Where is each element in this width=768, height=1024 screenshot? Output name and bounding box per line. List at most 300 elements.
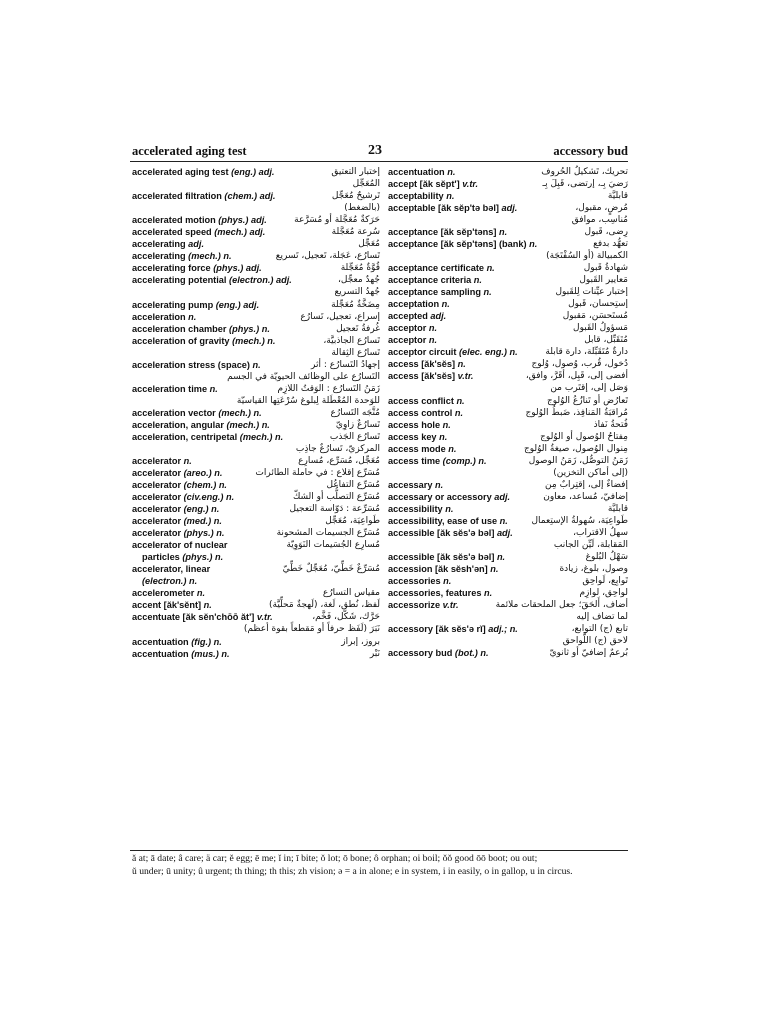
entry-term <box>388 599 459 611</box>
dictionary-entry <box>388 527 628 551</box>
dictionary-entry <box>388 322 628 334</box>
arabic-translation: أفضى إلى، قَبِل، أقَرَّ، وافق، <box>525 371 628 382</box>
arabic-translation: الكمبيالة (أو السُفْتَجَة) <box>546 251 628 262</box>
dictionary-entry <box>132 527 380 539</box>
arabic-translation: طَواعِيَة، سُهولةُ الإستِعمال <box>531 515 628 526</box>
arabic-translation: سهلُ الاقتراب، <box>573 527 628 538</box>
dictionary-entry <box>388 262 628 274</box>
entry-term <box>132 563 210 575</box>
term-text: accessories, features <box>388 588 482 599</box>
arabic-translation: مَعايير القَبول <box>579 275 628 286</box>
dictionary-entry <box>388 190 628 202</box>
arabic-translation: المركزيّ، تَسارُعٌ جاذِب <box>295 444 380 455</box>
part-of-speech: (eng.) n. <box>181 504 220 515</box>
term-text: accelerator <box>132 504 182 515</box>
part-of-speech: (phys.) n. <box>226 323 270 334</box>
arabic-translation: لاحق (ج) اللَّواحق <box>562 636 628 647</box>
dictionary-entry <box>388 370 628 394</box>
dictionary-entry <box>132 648 380 660</box>
page-header <box>130 140 628 160</box>
arabic-translation: سَهْلُ البُلوغ <box>585 552 628 563</box>
entry-term <box>132 262 262 274</box>
part-of-speech: n. <box>440 419 451 430</box>
arabic-translation: تابع (ج) التوابع، <box>571 624 628 635</box>
part-of-speech: (fig.) n. <box>188 636 222 647</box>
entry-term <box>388 178 478 190</box>
arabic-translation: زَمَنُ التوصُّل، زَمَنُ الوصول <box>528 455 628 466</box>
pronunciation-key <box>132 852 630 878</box>
arabic-translation: زَمَنُ التَسارُع : الوَقتُ اللازِم <box>277 384 380 395</box>
entry-term <box>132 648 230 660</box>
dictionary-entry <box>132 563 380 575</box>
term-text: accelerator, linear <box>132 564 211 575</box>
entry-term <box>388 395 465 407</box>
term-text: accessory bud <box>388 648 453 659</box>
term-text: acceleration stress (space) <box>132 359 250 370</box>
entry-term <box>132 226 265 238</box>
part-of-speech: n. <box>201 600 212 611</box>
term-text: access key <box>388 431 437 442</box>
term-text: accelerated motion <box>132 215 216 226</box>
term-text: accentuation <box>132 648 189 659</box>
term-text: accent [ăk'sĕnt] <box>132 600 202 611</box>
entry-term <box>132 311 196 323</box>
part-of-speech: adj. <box>494 527 513 538</box>
entry-term <box>132 335 275 347</box>
term-text: acceptor <box>388 323 427 334</box>
term-text: accelerating <box>132 239 186 250</box>
entry-term <box>388 190 454 202</box>
term-text: acceleration, centripetal <box>132 432 238 443</box>
term-text: accelerator <box>132 528 182 539</box>
arabic-translation: (بالضغط) <box>344 203 380 214</box>
term-text: accentuation <box>132 636 189 647</box>
term-text: accessorize <box>388 600 441 611</box>
entry-term <box>132 539 228 551</box>
entry-term <box>132 503 219 515</box>
part-of-speech: (areo.) n. <box>181 468 223 479</box>
entry-term <box>132 611 273 623</box>
arabic-translation: سُرعة مُعَجَّلة <box>331 227 380 238</box>
entry-term <box>388 407 463 419</box>
entry-term <box>388 455 487 467</box>
part-of-speech: n. <box>249 359 261 370</box>
term-text: accelerating potential <box>132 275 227 286</box>
header-rule <box>130 161 628 162</box>
part-of-speech: n. <box>445 443 457 454</box>
arabic-translation: إستِحسان، قَبول <box>568 299 628 310</box>
term-text: acceleration of gravity <box>132 335 230 346</box>
term-text: accelerating pump <box>132 299 214 310</box>
entry-term <box>388 491 510 503</box>
dictionary-entry <box>388 599 628 623</box>
dictionary-entry <box>388 395 628 407</box>
arabic-translation: مُسَرِّع التصلُّب أو الشكّ <box>292 492 380 503</box>
entry-term <box>388 431 447 443</box>
arabic-translation: تَسارُعٌ زاوِيّ <box>335 420 380 431</box>
dictionary-entry <box>132 274 380 298</box>
dictionary-entry <box>388 286 628 298</box>
part-of-speech: (chem.) adj. <box>221 191 276 202</box>
arabic-translation: غُرفةُ تَعجيل <box>336 323 380 334</box>
arabic-translation: تَسارُع، عَجَلة، تَعجيل، تَسريع <box>275 251 380 262</box>
term-text: accessary <box>388 479 433 490</box>
term-text: accelerating <box>132 251 186 262</box>
dictionary-entry <box>388 443 628 455</box>
term-text: acceleration, angular <box>132 420 224 431</box>
entry-term <box>132 166 274 178</box>
dictionary-entry <box>388 419 628 431</box>
dictionary-entry <box>388 274 628 286</box>
dictionary-entry <box>388 358 628 370</box>
arabic-translation: حَرَكةٌ مُعَجَّلة أو مُسَرَّعة <box>294 215 380 226</box>
part-of-speech: (bot.) n. <box>452 648 489 659</box>
dictionary-page <box>130 140 628 659</box>
arabic-translation: (إلى أماكن التخزين) <box>553 467 628 478</box>
term-text: accessibility, ease of use <box>388 515 498 526</box>
dictionary-entry <box>388 647 628 659</box>
entry-term <box>132 431 283 443</box>
arabic-translation: مُراقبَةُ المَنافِذ، ضَبطُ الوُلوج <box>525 407 628 418</box>
part-of-speech: (mech.) n. <box>185 251 232 262</box>
arabic-translation: قابليَّة <box>607 503 628 514</box>
term-text: acceleration <box>132 311 186 322</box>
dictionary-entry <box>132 359 380 383</box>
term-text: acceptance [ăk sĕp'təns] (bank) <box>388 239 527 250</box>
arabic-translation: دارةٌ مُتَقَبِّلة، دارة قابلة <box>545 347 628 358</box>
term-text: acceleration chamber <box>132 323 227 334</box>
dictionary-entry <box>132 190 380 214</box>
arabic-translation: مَسؤولُ القَبول <box>573 323 628 334</box>
term-text: (electron.) n. <box>142 576 198 587</box>
entry-term <box>132 587 205 599</box>
term-text: accentuate [ăk sĕn'chōō ăt'] <box>132 612 255 623</box>
dictionary-entry <box>132 407 380 419</box>
part-of-speech: (phys.) n. <box>179 552 224 563</box>
term-text: acceptance [ăk sĕp'təns] <box>388 227 497 238</box>
term-text: acceptance certificate <box>388 263 485 274</box>
entry-term <box>388 226 507 238</box>
dictionary-entry <box>388 166 628 178</box>
entry-term <box>388 346 518 358</box>
arabic-translation: مُستَحسَن، مَقبول <box>562 311 628 322</box>
entry-term <box>388 515 508 527</box>
part-of-speech: (phys.) adj. <box>210 263 262 274</box>
arabic-translation: تَوابِع، لَواحِق <box>582 576 628 587</box>
term-text: accession [ăk sĕsh'ən] <box>388 564 488 575</box>
dictionary-entry <box>388 202 628 226</box>
part-of-speech: v.tr. <box>254 612 273 623</box>
part-of-speech: (eng.) adj. <box>213 299 260 310</box>
term-text: access time <box>388 455 441 466</box>
arabic-translation: مُسَرِّع الجسيمات المشحونة <box>276 528 380 539</box>
term-text: accessory [ăk sĕs'ə rĭ] <box>388 624 486 635</box>
right-column <box>388 166 628 659</box>
dictionary-entry <box>388 587 628 599</box>
term-text: acceptability <box>388 191 444 201</box>
entry-term <box>388 274 482 286</box>
dictionary-entry <box>388 431 628 443</box>
arabic-translation: مِفتاحُ الوُصول أو الوُلوج <box>540 431 628 442</box>
arabic-translation: المَقابلة، لَيِّن الجانب <box>553 539 628 550</box>
arabic-translation: وصول، بلوغ، زيادة <box>559 564 628 575</box>
arabic-translation: إختبار عيِّنات لِلقَبول <box>555 287 628 298</box>
part-of-speech: n. <box>185 311 197 322</box>
part-of-speech: adj. <box>498 203 518 213</box>
part-of-speech: (mech.) adj. <box>211 227 266 238</box>
arabic-translation: مُسَرِّعة : دَوّاسة التعجيل <box>289 504 380 515</box>
pronunciation-key-line-2: ŭ under; ū unity; û urgent; th thing; th this; zh vision; ə = a in alone; e in system, i in easily, o in gallop, u in circus. <box>132 866 573 877</box>
term-text: access mode <box>388 443 446 454</box>
arabic-translation: قابليَّة <box>607 191 628 201</box>
part-of-speech: (med.) n. <box>181 516 222 527</box>
entry-term <box>388 334 437 346</box>
part-of-speech: n. <box>452 407 464 418</box>
part-of-speech: (comp.) n. <box>440 455 487 466</box>
entry-term <box>388 479 443 491</box>
term-text: access conflict <box>388 395 454 406</box>
part-of-speech: n. <box>480 287 492 298</box>
part-of-speech: (mus.) n. <box>188 648 230 659</box>
part-of-speech: (mech.) n. <box>215 408 262 419</box>
part-of-speech: n. <box>181 456 192 467</box>
part-of-speech: (mech.) n. <box>229 335 276 346</box>
entry-term <box>132 214 267 226</box>
arabic-translation: مُعَجِّل <box>358 239 380 250</box>
entry-term <box>388 286 492 298</box>
dictionary-entry <box>132 419 380 431</box>
part-of-speech: n. <box>432 479 444 490</box>
term-text: acceptation <box>388 299 440 310</box>
dictionary-entry <box>132 214 380 226</box>
entry-term <box>388 443 456 455</box>
dictionary-entry <box>388 479 628 491</box>
arabic-translation: مِضَخَّةٌ مُعَجِّلة <box>331 299 380 310</box>
entry-term <box>388 527 513 539</box>
part-of-speech: n. <box>436 431 448 442</box>
part-of-speech: n. <box>471 275 482 286</box>
footer-rule <box>130 850 628 851</box>
arabic-translation: أضاف، أَلحَقَ؛ جعل الملحقات ملائمة <box>495 600 628 611</box>
dictionary-entry <box>388 515 628 527</box>
part-of-speech: (phys.) adj. <box>215 215 267 226</box>
dictionary-entry <box>132 575 380 587</box>
arabic-translation: تحريك، تَشكيلُ الحُروف <box>541 167 628 177</box>
dictionary-entry <box>388 491 628 503</box>
dictionary-entry <box>132 166 380 190</box>
term-text: accepted <box>388 311 428 322</box>
arabic-translation: مِنوال الوُصول، صيغةُ الوُلوج <box>523 443 628 454</box>
arabic-translation: نَبْر <box>369 648 380 659</box>
entry-term <box>132 419 270 431</box>
term-text: accelerated aging test <box>132 167 229 177</box>
arabic-translation: لَفظ، نُطق، لَغة، (لَهجةٌ مَحلِّيَّة) <box>269 600 380 611</box>
dictionary-entry <box>388 310 628 322</box>
arabic-translation: إسراع، تعجيل، تَسارُع <box>300 311 380 322</box>
part-of-speech: n. <box>194 588 206 599</box>
left-guide-word: accelerated aging test <box>132 144 247 158</box>
dictionary-entry <box>132 238 380 250</box>
term-text: acceptor circuit <box>388 347 457 358</box>
term-text: access [ăk'sĕs] <box>388 359 456 370</box>
entry-term <box>132 323 270 335</box>
dictionary-entry <box>388 575 628 587</box>
entry-term <box>388 503 453 515</box>
term-text: accessible [ăk sĕs'ə bəl] <box>388 527 495 538</box>
dictionary-entry <box>132 551 380 563</box>
entry-term <box>388 298 450 310</box>
entry-term <box>132 299 259 311</box>
term-text: accelerator <box>132 468 182 479</box>
dictionary-entry <box>388 334 628 346</box>
dictionary-entry <box>132 479 380 491</box>
term-text: accelerated filtration <box>132 191 222 202</box>
arabic-translation: تَسارُع الثِقالة <box>331 347 380 358</box>
part-of-speech: n. <box>484 263 495 274</box>
pronunciation-key-line-1: ă at; ā date; â care; ä car; ĕ egg; ē me; ĭ in; ī bite; ŏ lot; ō bone; ô orphan; oi boil; ŏŏ good ōō boot; ou out; <box>132 853 538 864</box>
part-of-speech: n. <box>481 588 493 599</box>
arabic-translation: دُخول، قُرب، وُصول، وُلوج <box>531 359 628 370</box>
dictionary-entry <box>132 599 380 611</box>
dictionary-entry <box>132 250 380 262</box>
arabic-translation: تَرشيحٌ مُعَجِّل <box>331 191 380 202</box>
dictionary-entry <box>388 551 628 563</box>
arabic-translation: فُتحةُ نَفاذ <box>593 419 628 430</box>
part-of-speech: v.tr. <box>440 600 459 611</box>
term-text: accelerator <box>132 456 182 467</box>
arabic-translation: مُتَقَبِّل، قابل <box>584 335 628 346</box>
entry-term <box>132 479 227 491</box>
arabic-translation: بُرعمٌ إضافيّ أو ثانويّ <box>549 648 628 659</box>
dictionary-entry <box>132 262 380 274</box>
dictionary-entry <box>132 455 380 467</box>
arabic-translation: إفضاءٌ إلى، إقتِرابٌ مِن <box>545 479 628 490</box>
dictionary-entry <box>132 299 380 311</box>
entry-term <box>388 419 451 431</box>
arabic-translation: تعهُّد بدفع <box>593 239 628 250</box>
part-of-speech: (mech.) n. <box>237 432 284 443</box>
term-text: accelerometer <box>132 588 195 599</box>
entry-term <box>388 166 455 178</box>
term-text: accelerator <box>132 516 182 527</box>
term-text: access hole <box>388 419 441 430</box>
dictionary-entry <box>388 298 628 310</box>
dictionary-entry <box>388 238 628 262</box>
arabic-translation: قُوَّةٌ مُعَجِّلة <box>340 263 380 274</box>
entry-term <box>132 190 275 202</box>
arabic-translation: نَبَرَ (لَفَظ حرفاً أو مَقطعاً بقوة أعظم) <box>243 624 380 635</box>
part-of-speech: (chem.) n. <box>181 480 227 491</box>
dictionary-entry <box>132 323 380 335</box>
part-of-speech: n. <box>494 552 506 563</box>
arabic-translation: إضافيّ، مُساعد، معاون <box>543 491 628 502</box>
term-text: access control <box>388 407 453 418</box>
arabic-translation: رَضيَ بِـ، إرتضى، قَبِلَ بِـ <box>542 179 628 189</box>
term-text: accept [ăk sĕpt'] <box>388 179 460 189</box>
part-of-speech: n. <box>426 323 438 334</box>
arabic-translation: رِضى، قَبول <box>584 227 628 238</box>
arabic-translation: تَسارُع الجاذبيَّة، <box>323 335 380 346</box>
entry-term <box>388 238 537 250</box>
part-of-speech: n. <box>442 503 454 514</box>
part-of-speech: n. <box>526 239 538 250</box>
part-of-speech: n. <box>455 359 466 370</box>
part-of-speech: v.tr. <box>459 179 479 189</box>
part-of-speech: (mech.) n. <box>223 420 270 431</box>
left-column <box>132 166 380 660</box>
arabic-translation: التَسارُع على الوظائف الحيويّة في الجسم <box>227 371 380 382</box>
part-of-speech: n. <box>444 167 456 177</box>
part-of-speech: n. <box>487 564 499 575</box>
dictionary-entry <box>388 503 628 515</box>
arabic-translation: مُسَرِّع التفاعُل <box>326 480 380 491</box>
dictionary-entry <box>388 563 628 575</box>
term-text: accessibility <box>388 503 443 514</box>
part-of-speech: (phys.) n. <box>181 528 225 539</box>
dictionary-entry <box>388 226 628 238</box>
term-text: accelerated speed <box>132 227 212 238</box>
arabic-translation: طَواعِيَة، مُعَجِّل <box>325 516 380 527</box>
part-of-speech: adj. <box>185 239 205 250</box>
part-of-speech: n. <box>497 515 508 526</box>
dictionary-entry <box>132 335 380 359</box>
entry-term <box>388 322 437 334</box>
dictionary-entry <box>132 226 380 238</box>
arabic-translation: مُناسِب، موافق <box>571 215 628 225</box>
arabic-translation: إختبار التعتيق <box>331 167 380 177</box>
entry-term <box>132 599 212 611</box>
arabic-translation: مُسَرِّعٌ خَطِّيّ، مُعَجِّلٌ خَطِّيّ <box>282 564 380 575</box>
part-of-speech: n. <box>207 384 218 395</box>
entry-term <box>132 274 292 286</box>
page-number: 23 <box>368 143 382 158</box>
term-text: acceptable [ăk sĕp'tə bəl] <box>388 203 499 213</box>
dictionary-entry <box>132 515 380 527</box>
entry-term <box>388 563 498 575</box>
dictionary-entry <box>132 636 380 648</box>
term-text: acceptance sampling <box>388 287 481 298</box>
entry-term <box>132 636 222 648</box>
entry-term <box>132 407 262 419</box>
term-text: acceptance criteria <box>388 275 472 286</box>
arabic-translation: لواحِق، لوازِم <box>579 588 628 599</box>
entry-term <box>132 467 222 479</box>
dictionary-entry <box>132 467 380 479</box>
entry-term <box>388 623 518 635</box>
entry-term <box>388 358 466 370</box>
term-text: accelerator <box>132 492 182 503</box>
part-of-speech: (electron.) adj. <box>226 275 292 286</box>
dictionary-entry <box>132 503 380 515</box>
dictionary-entry <box>388 178 628 190</box>
right-guide-word: accessory bud <box>553 144 628 158</box>
dictionary-entry <box>132 311 380 323</box>
arabic-translation: بروز، إبراز <box>341 636 380 647</box>
arabic-translation: المُعَجِّل <box>352 179 380 189</box>
dictionary-entry <box>388 407 628 419</box>
entry-term <box>132 515 222 527</box>
part-of-speech: (elec. eng.) n. <box>456 347 518 358</box>
entry-term <box>132 527 224 539</box>
dictionary-entry <box>132 383 380 407</box>
arabic-translation: تَسارُع الجَذب <box>329 432 380 443</box>
term-text: accentuation <box>388 167 445 177</box>
entry-term <box>132 455 192 467</box>
arabic-translation: تَعارُض أو تَنازُعُ الوُلوج <box>546 395 628 406</box>
arabic-translation: لما تضاف إليه <box>576 612 628 623</box>
term-text: accelerator <box>132 480 182 491</box>
arabic-translation: إجهادُ التَسارُع : أثر <box>311 359 380 370</box>
